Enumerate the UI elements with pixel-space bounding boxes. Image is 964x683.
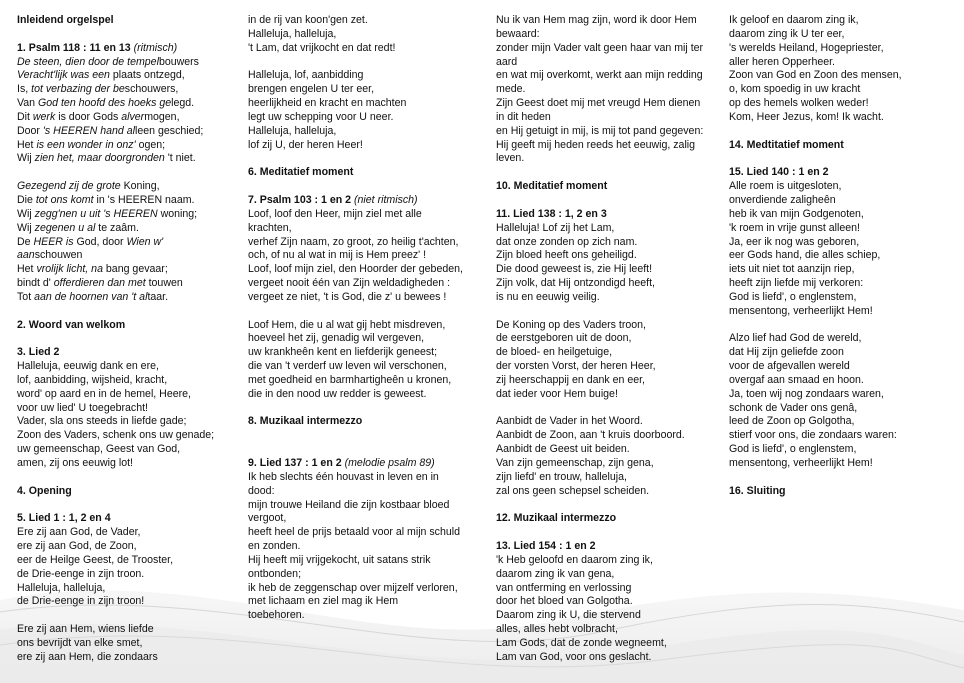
verse-line: word' op aard en in de hemel, Heere, bbox=[17, 387, 191, 400]
verse-line: Ere zij aan Hem, wiens liefde bbox=[17, 623, 154, 636]
section-title: 3. Lied 2 bbox=[17, 346, 60, 359]
verse-line: 'k roem in vrije gunst alleen! bbox=[729, 221, 860, 234]
verse-line: Aanbidt de Geest uit beiden. bbox=[496, 443, 630, 456]
verse-line: Daarom zing ik U, die stervend bbox=[496, 609, 641, 622]
verse-line: Van zijn gemeenschap, zijn gena, bbox=[496, 457, 654, 469]
verse-line: Loof Hem, die u al wat gij hebt misdreven, bbox=[248, 318, 446, 331]
verse-line: mede. bbox=[496, 83, 526, 96]
verse-line: Halleluja! Lof zij het Lam, bbox=[496, 221, 615, 234]
verse-line: Is, tot verbazing der beschouwers, bbox=[17, 83, 179, 96]
verse-line: Halleluja, halleluja, bbox=[248, 124, 337, 137]
verse-line: Wij zien het, maar doorgronden 't niet. bbox=[17, 152, 196, 165]
verse-line: met goedheid en barmhartigheên u kronen, bbox=[248, 373, 452, 386]
verse-line: ere zij aan God, de Zoon, bbox=[17, 540, 137, 553]
verse-line: 't Lam, dat vrijkocht en dat redt! bbox=[248, 41, 396, 54]
section-title: 10. Meditatief moment bbox=[496, 180, 608, 193]
verse-line: Zoon des Vaders, schenk ons uw genade; bbox=[17, 429, 215, 442]
section-title: 13. Lied 154 : 1 en 2 bbox=[496, 540, 596, 553]
verse-line: en wat mij overkomt, werkt aan mijn redding bbox=[496, 69, 703, 82]
verse-line: Aanbidt de Vader in het Woord. bbox=[496, 415, 643, 428]
verse-line: lof zij U, der heren Heer! bbox=[248, 138, 363, 151]
verse-line: door het bloed van Golgotha. bbox=[496, 595, 633, 608]
verse-line: hoeveel het zij, genadig wil vergeven, bbox=[248, 332, 425, 345]
section-title: 1. Psalm 118 : 11 en 13 (ritmisch) bbox=[17, 41, 178, 54]
verse-line: bewaard: bbox=[496, 27, 540, 40]
verse-line: De Koning op des Vaders troon, bbox=[496, 318, 646, 331]
column-2 bbox=[248, 14, 488, 623]
verse-line: aller heren Opperheer. bbox=[729, 55, 836, 68]
verse-line: leven. bbox=[496, 152, 525, 165]
column-1 bbox=[17, 14, 242, 665]
verse-line: mijn trouwe Heiland die zijn kostbaar bloed bbox=[248, 498, 450, 511]
verse-line: Hij geeft mij heden reeds het eeuwig, zalig bbox=[496, 138, 696, 151]
verse-line: Van God ten hoofd des hoeks gelegd. bbox=[17, 97, 195, 110]
verse-line: stierf voor ons, die zondaars waren: bbox=[729, 429, 897, 442]
verse-line: Loof, loof den Heer, mijn ziel met alle bbox=[248, 207, 422, 220]
verse-line: in dit heden bbox=[496, 110, 551, 123]
verse-line: Zijn bloed heeft ons geheiligd. bbox=[496, 249, 637, 262]
verse-line: Halleluja, halleluja, bbox=[248, 27, 337, 40]
verse-line: Aanbidt de Zoon, aan 't kruis doorboord. bbox=[496, 429, 685, 442]
verse-line: De steen, dien door de tempelbouwers bbox=[17, 55, 199, 68]
verse-line: Ik heb slechts één houvast in leven en in bbox=[248, 470, 439, 483]
verse-line: heeft zijn liefde mij verkoren: bbox=[729, 277, 864, 290]
verse-line: amen, zij ons eeuwig lot! bbox=[17, 457, 134, 469]
verse-line: mensentong, verheerlijkt Hem! bbox=[729, 457, 873, 469]
verse-line: Kom, Heer Jezus, kom! Ik wacht. bbox=[729, 110, 884, 123]
verse-line: dat onze zonden op zich nam. bbox=[496, 235, 638, 248]
verse-line: en zonden. bbox=[248, 540, 301, 553]
verse-line: is nu en eeuwig veilig. bbox=[496, 290, 600, 303]
verse-line: de Drie-eenge in zijn troon! bbox=[17, 595, 145, 608]
verse-line: Alzo lief had God de wereld, bbox=[729, 332, 862, 345]
verse-line: overgaf aan smaad en hoon. bbox=[729, 373, 864, 386]
verse-line: 'k Heb geloofd en daarom zing ik, bbox=[496, 553, 653, 566]
verse-line: bindt d' offerdieren dan met touwen bbox=[17, 277, 183, 290]
verse-line: dood: bbox=[248, 484, 275, 497]
verse-line: ons bevrijdt van elke smet, bbox=[17, 636, 143, 649]
verse-line: dat Hij zijn geliefde zoon bbox=[729, 346, 844, 359]
verse-line: daarom zing ik U ter eer, bbox=[729, 27, 845, 40]
verse-line: Lam Gods, dat de zonde wegneemt, bbox=[496, 636, 667, 649]
verse-line: Loof, loof mijn ziel, den Hoorder der gebeden, bbox=[248, 263, 463, 276]
verse-line: Alle roem is uitgesloten, bbox=[729, 180, 842, 193]
verse-line: heerlijkheid en kracht en machten bbox=[248, 97, 407, 110]
section-title: 8. Muzikaal intermezzo bbox=[248, 415, 363, 428]
verse-line: iets uit niet tot aanzijn riep, bbox=[729, 263, 855, 276]
verse-line: alles, alles hebt volbracht, bbox=[496, 623, 618, 636]
verse-line: aanschouwen bbox=[17, 249, 83, 262]
verse-line: legt uw schepping voor U neer. bbox=[248, 110, 394, 123]
verse-line: uw krankheên kent en liefderijk geneest; bbox=[248, 346, 438, 359]
verse-line: op des hemels wolken weder! bbox=[729, 97, 869, 110]
verse-line: zijn liefd' en trouw, halleluja, bbox=[496, 470, 627, 483]
section-title: 9. Lied 137 : 1 en 2 (melodie psalm 89) bbox=[248, 457, 435, 469]
verse-line: eer Gods hand, die alles schiep, bbox=[729, 249, 881, 262]
verse-line: och, of nu al wat in mij is Hem preez' ! bbox=[248, 249, 427, 262]
verse-line: heb ik van mijn Godgenoten, bbox=[729, 207, 864, 220]
verse-line: zonder mijn Vader valt geen haar van mij ter bbox=[496, 41, 704, 54]
verse-line: vergeet ze niet, 't is God, die z' u bewees ! bbox=[248, 290, 447, 303]
verse-line: met lichaam en ziel mag ik Hem bbox=[248, 595, 399, 608]
verse-line: Het is een wonder in onz' ogen; bbox=[17, 138, 166, 151]
verse-line: Ja, toen wij nog zondaars waren, bbox=[729, 387, 884, 400]
verse-line: Dit werk is door Gods alvermogen, bbox=[17, 110, 180, 123]
section-title: 6. Meditatief moment bbox=[248, 166, 354, 179]
verse-line: brengen engelen U ter eer, bbox=[248, 83, 375, 96]
verse-line: Die tot ons komt in 's HEEREN naam. bbox=[17, 193, 195, 206]
verse-line: Zijn volk, dat Hij ontzondigd heeft, bbox=[496, 277, 655, 290]
verse-line: Ere zij aan God, de Vader, bbox=[17, 526, 141, 539]
verse-line: Hij heeft mij vrijgekocht, uit satans strik bbox=[248, 553, 431, 566]
verse-line: Zijn Geest doet mij met vreugd Hem dienen bbox=[496, 97, 701, 110]
section-title: 15. Lied 140 : 1 en 2 bbox=[729, 166, 829, 179]
verse-line: de eerstgeboren uit de doon, bbox=[496, 332, 632, 345]
section-title: 11. Lied 138 : 1, 2 en 3 bbox=[496, 207, 607, 220]
verse-line: toebehoren. bbox=[248, 609, 305, 622]
verse-line: onverdiende zaligheên bbox=[729, 193, 836, 206]
verse-line: Halleluja, halleluja, bbox=[17, 581, 106, 594]
verse-line: voor uw lied' U toegebracht! bbox=[17, 401, 148, 414]
verse-line: Vader, sla ons steeds in liefde gade; bbox=[17, 415, 187, 428]
verse-line: lof, aanbidding, wijsheid, kracht, bbox=[17, 373, 168, 386]
verse-line: vergeet nooit één van Zijn weldadigheden : bbox=[248, 277, 451, 290]
section-title: 2. Woord van welkom bbox=[17, 318, 126, 331]
verse-line: Lam van God, voor ons geslacht. bbox=[496, 650, 652, 663]
verse-line: mensentong, verheerlijkt Hem! bbox=[729, 304, 873, 317]
verse-line: die van 't verderf uw leven wil verschonen, bbox=[248, 360, 447, 373]
verse-line: leed de Zoon op Golgotha, bbox=[729, 415, 855, 428]
verse-line: Halleluja, lof, aanbidding bbox=[248, 69, 364, 82]
verse-line: o, kom spoedig in uw kracht bbox=[729, 83, 861, 96]
heading-inleidend: Inleidend orgelspel bbox=[17, 14, 114, 26]
verse-line: God is liefd', o englenstem, bbox=[729, 290, 857, 303]
verse-line: daarom zing ik van gena, bbox=[496, 567, 615, 580]
verse-line: uw gemeenschap, Geest van God, bbox=[17, 443, 181, 456]
section-title: 5. Lied 1 : 1, 2 en 4 bbox=[17, 512, 111, 525]
column-3 bbox=[496, 14, 724, 665]
verse-line: zij heerschappij en dank en eer, bbox=[496, 373, 646, 386]
verse-line: in de rij van koon'gen zet. bbox=[248, 14, 368, 26]
verse-line: zal ons geen schepsel scheiden. bbox=[496, 484, 650, 497]
section-title: 12. Muzikaal intermezzo bbox=[496, 512, 617, 525]
section-title: 7. Psalm 103 : 1 en 2 (niet ritmisch) bbox=[248, 193, 418, 206]
verse-line: Die dood geweest is, zie Hij leeft! bbox=[496, 263, 653, 276]
verse-line: dat ieder voor Hem buige! bbox=[496, 387, 618, 400]
verse-line: van ontferming en verlossing bbox=[496, 581, 632, 594]
verse-line: Nu ik van Hem mag zijn, word ik door Hem bbox=[496, 14, 697, 26]
verse-line: 's werelds Heiland, Hogepriester, bbox=[729, 41, 884, 54]
verse-line: aard bbox=[496, 55, 518, 68]
verse-line: Ik geloof en daarom zing ik, bbox=[729, 14, 859, 26]
verse-line: verhef Zijn naam, zo groot, zo heilig t'achten, bbox=[248, 235, 459, 248]
verse-line: Tot aan de hoornen van 't altaar. bbox=[17, 290, 169, 303]
verse-line: voor de afgevallen wereld bbox=[729, 360, 850, 373]
column-4 bbox=[729, 14, 959, 499]
verse-line: Ja, eer ik nog was geboren, bbox=[729, 235, 860, 248]
verse-line: ontbonden; bbox=[248, 567, 302, 580]
verse-line: der vorsten Vorst, der heren Heer, bbox=[496, 360, 656, 373]
verse-line: God is liefd', o englenstem, bbox=[729, 443, 857, 456]
verse-line: en Hij getuigt in mij, is mij tot pand gegeven: bbox=[496, 124, 704, 137]
verse-line: De HEER is God, door Wien w' bbox=[17, 235, 164, 248]
verse-line: Halleluja, eeuwig dank en ere, bbox=[17, 360, 159, 373]
section-title: 16. Sluiting bbox=[729, 484, 786, 497]
verse-line: Wij zegenen u al te zaâm. bbox=[17, 221, 139, 234]
verse-line: heeft heel de prijs betaald voor al mijn schuld bbox=[248, 526, 460, 539]
verse-line: Wij zegg'nen u uit 's HEEREN woning; bbox=[17, 207, 198, 220]
verse-line: vergoot, bbox=[248, 512, 287, 525]
verse-line: Door 's HEEREN hand alleen geschied; bbox=[17, 124, 204, 137]
section-title: 14. Medtitatief moment bbox=[729, 138, 844, 151]
verse-line: de Drie-eenge in zijn troon. bbox=[17, 567, 145, 580]
verse-line: die in den nood uw redder is geweest. bbox=[248, 387, 427, 400]
verse-line: eer de Heilge Geest, de Trooster, bbox=[17, 553, 174, 566]
verse-line: schonk de Vader ons genâ, bbox=[729, 401, 858, 414]
verse-line: krachten, bbox=[248, 221, 292, 234]
verse-line: Veracht'lijk was een plaats ontzegd, bbox=[17, 69, 185, 82]
verse-line: de bloed- en heilgetuige, bbox=[496, 346, 613, 359]
verse-line: Het vrolijk licht, na bang gevaar; bbox=[17, 263, 168, 276]
verse-line: Zoon van God en Zoon des mensen, bbox=[729, 69, 902, 82]
verse-line: ik heb de zeggenschap over mijzelf verloren, bbox=[248, 581, 458, 594]
verse-line: Gezegend zij de grote Koning, bbox=[17, 180, 160, 193]
section-title: 4. Opening bbox=[17, 484, 72, 497]
verse-line: ere zij aan Hem, die zondaars bbox=[17, 650, 158, 663]
